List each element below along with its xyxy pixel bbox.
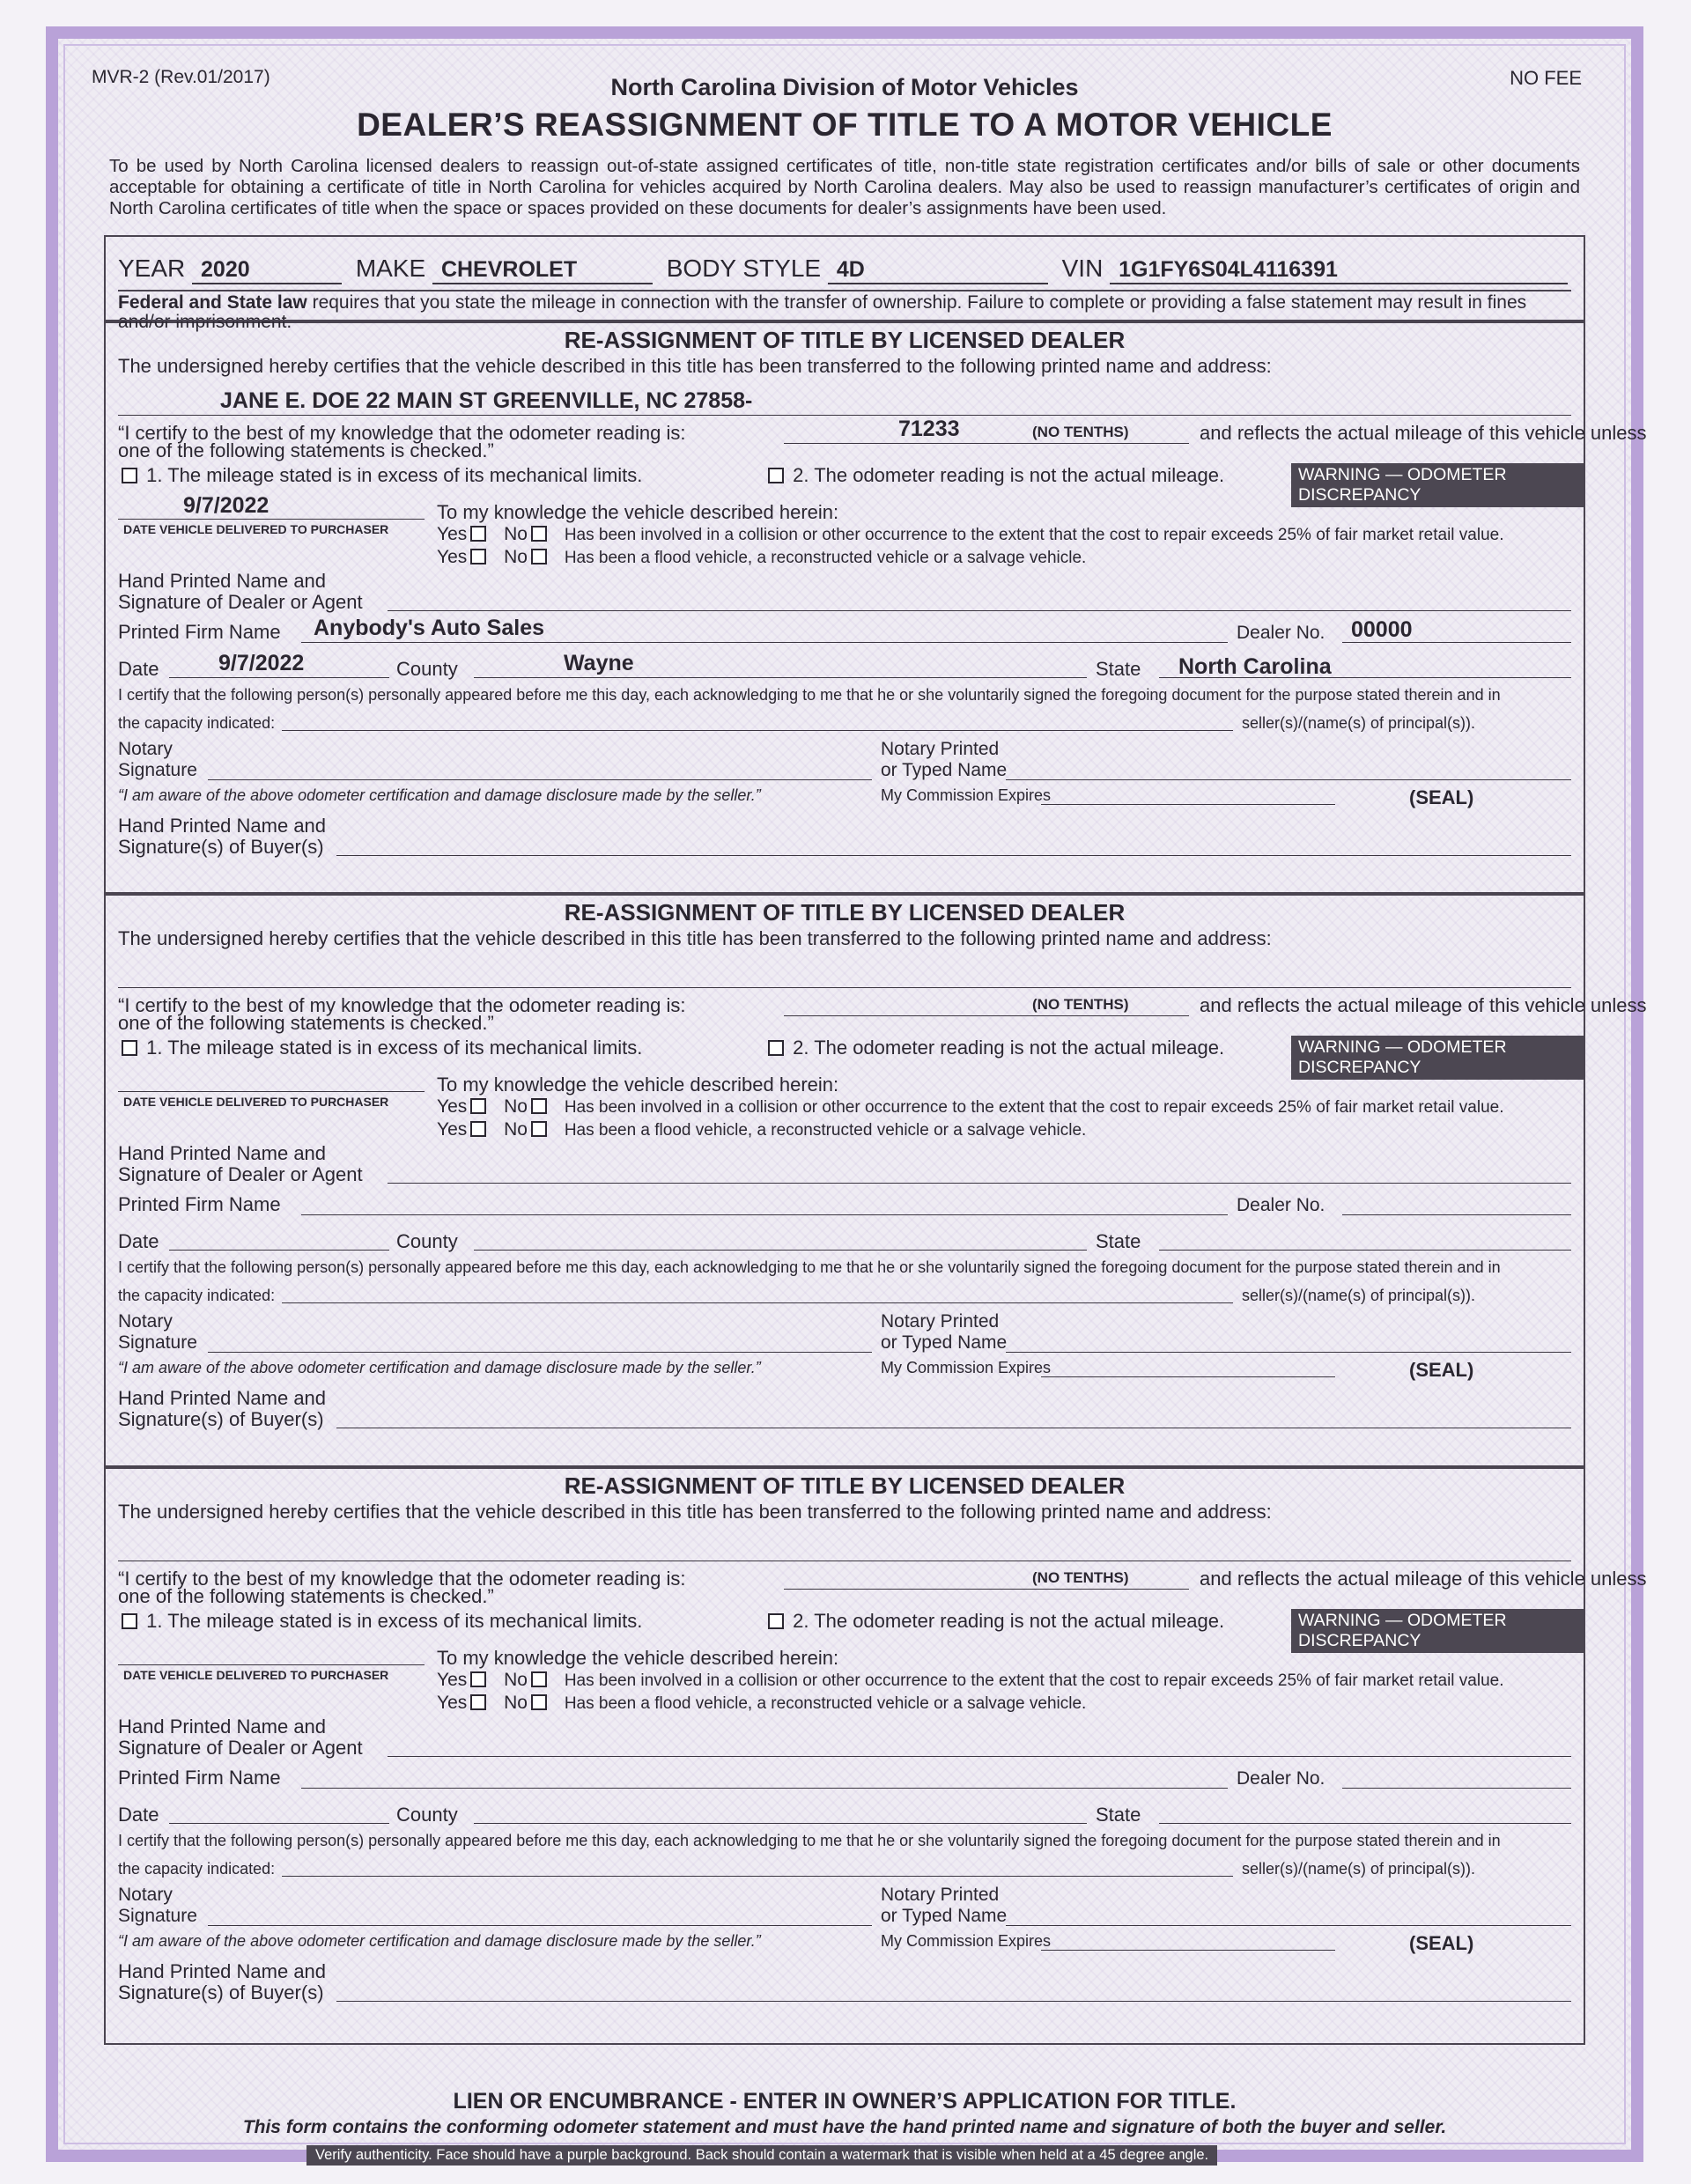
dealer-signature-label-1: Hand Printed Name and xyxy=(118,570,327,592)
vin-field[interactable]: 1G1FY6S04L4116391 xyxy=(1110,257,1568,284)
seal-label: (SEAL) xyxy=(1409,1359,1474,1381)
dealer-signature-label-1: Hand Printed Name and xyxy=(118,1715,327,1738)
collision-no-label: No xyxy=(504,524,528,544)
notary-typed-name-label: or Typed Name xyxy=(881,760,1008,780)
seal-label: (SEAL) xyxy=(1409,1932,1474,1954)
collision-row xyxy=(437,524,1504,545)
intro-text: To be used by North Carolina licensed dealers to reassign out-of-state assigned certificates of title, non-title state registration certificates and/or bills of sale or other documents acceptable for obtaining a certificate of title in North Carolina for vehicles acquired by North Carolina dealers. May also be used to reassign manufacturer’s certificates of origin and North Carolina certificates of title when the space or spaces provided on these documents for dealer’s assignments have been used. xyxy=(109,156,1580,218)
reassignment-section-2 xyxy=(104,892,1647,1469)
flood-yes-checkbox[interactable] xyxy=(470,1694,486,1710)
commission-expires-line[interactable] xyxy=(1041,783,1335,805)
statement-1 xyxy=(118,1037,642,1059)
dealer-no-line[interactable] xyxy=(1342,1761,1571,1789)
form-header xyxy=(92,63,1598,219)
one-of-following-text: one of the following statements is checked.” xyxy=(118,439,494,461)
dealer-signature-line[interactable] xyxy=(388,1731,1571,1757)
flood-text: Has been a flood vehicle, a reconstructed vehicle or a salvage vehicle. xyxy=(564,549,1087,567)
statement-1 xyxy=(118,464,642,487)
buyer-signature-label-2: Signature(s) of Buyer(s) xyxy=(118,1981,324,2003)
buyer-signature-label-2: Signature(s) of Buyer(s) xyxy=(118,836,324,858)
date-delivered-line[interactable] xyxy=(118,1640,425,1665)
sellers-label: seller(s)/(name(s) of principal(s)). xyxy=(1242,714,1476,732)
section-title: RE-ASSIGNMENT OF TITLE BY LICENSED DEALER xyxy=(564,327,1126,353)
conforming-notice: This form contains the conforming odometer statement and must have the hand printed name and signature of both the buyer and seller. xyxy=(242,2117,1447,2137)
statement-2 xyxy=(764,1037,1224,1059)
statement-1 xyxy=(118,1610,642,1633)
firm-name-label: Printed Firm Name xyxy=(118,1767,281,1789)
county-value: Wayne xyxy=(564,651,634,675)
capacity-label: the capacity indicated: xyxy=(118,1860,276,1878)
flood-yes-checkbox[interactable] xyxy=(470,1121,486,1137)
notary-signature-label: Signature xyxy=(118,1332,197,1353)
section-title: RE-ASSIGNMENT OF TITLE BY LICENSED DEALER xyxy=(564,899,1126,926)
buyer-aware-text: “I am aware of the above odometer certification and damage disclosure made by the seller.” xyxy=(118,786,761,804)
odometer-warning-badge: WARNING — ODOMETER DISCREPANCY xyxy=(1291,463,1584,507)
statement-2-text: 2. The odometer reading is not the actual mileage. xyxy=(793,464,1225,486)
flood-no-label: No xyxy=(504,547,528,567)
flood-no-checkbox[interactable] xyxy=(531,549,547,564)
notary-label: Notary xyxy=(118,1311,173,1332)
dealer-signature-line[interactable] xyxy=(388,586,1571,611)
to-my-knowledge-text: To my knowledge the vehicle described herein: xyxy=(437,1647,839,1669)
notary-certify-text: I certify that the following person(s) personally appeared before me this day, each acknowledging to me that he or she voluntarily signed the foregoing document for the purpose stated therein and in xyxy=(118,686,1501,704)
buyer-aware-text: “I am aware of the above odometer certification and damage disclosure made by the seller.” xyxy=(118,1359,761,1376)
statement-2-checkbox[interactable] xyxy=(768,1040,784,1056)
collision-no-label: No xyxy=(504,1670,528,1690)
seal-label: (SEAL) xyxy=(1409,786,1474,808)
date-delivered-label: DATE VEHICLE DELIVERED TO PURCHASER xyxy=(123,1668,389,1682)
capacity-line[interactable] xyxy=(282,709,1233,731)
reassignment-section-3 xyxy=(104,1465,1647,2045)
date-delivered-label: DATE VEHICLE DELIVERED TO PURCHASER xyxy=(123,522,389,536)
date-delivered-line[interactable] xyxy=(118,1066,425,1092)
vin-label: VIN xyxy=(1061,255,1104,282)
collision-no-checkbox[interactable] xyxy=(531,1671,547,1687)
commission-expires-label: My Commission Expires xyxy=(881,786,1052,804)
name-address-line[interactable] xyxy=(118,963,1571,988)
certify-odometer-text: “I certify to the best of my knowledge that the odometer reading is: xyxy=(118,422,686,444)
dealer-no-label: Dealer No. xyxy=(1237,1195,1325,1215)
capacity-label: the capacity indicated: xyxy=(118,1287,276,1304)
collision-yes-label: Yes xyxy=(437,1670,468,1690)
buyer-signature-label-1: Hand Printed Name and xyxy=(118,1387,327,1409)
no-fee-label: NO FEE xyxy=(1510,67,1582,89)
collision-row xyxy=(437,1670,1504,1691)
notary-certify-text: I certify that the following person(s) personally appeared before me this day, each acknowledging to me that he or she voluntarily signed the foregoing document for the purpose stated therein and in xyxy=(118,1832,1501,1849)
flood-no-label: No xyxy=(504,1693,528,1713)
flood-text: Has been a flood vehicle, a reconstructed vehicle or a salvage vehicle. xyxy=(564,1121,1087,1140)
body-style-field[interactable]: 4D xyxy=(828,257,1048,284)
statement-1-checkbox[interactable] xyxy=(122,1040,137,1056)
date-line[interactable] xyxy=(169,1223,389,1251)
flood-yes-label: Yes xyxy=(437,1693,468,1713)
form-frame xyxy=(46,26,1647,2163)
date-label: Date xyxy=(118,1230,159,1252)
commission-expires-label: My Commission Expires xyxy=(881,1359,1052,1376)
verify-authenticity-banner: Verify authenticity. Face should have a purple background. Back should contain a watermark that is visible when held at a 45 degree angle. xyxy=(306,2145,1217,2166)
dealer-no-line[interactable] xyxy=(1342,1188,1571,1215)
state-line[interactable] xyxy=(1159,1797,1571,1824)
name-address-line[interactable] xyxy=(118,1536,1571,1561)
state-label: State xyxy=(1096,658,1141,680)
county-label: County xyxy=(396,658,458,680)
notary-printed-label: Notary Printed xyxy=(881,739,1000,759)
flood-yes-checkbox[interactable] xyxy=(470,549,486,564)
collision-yes-checkbox[interactable] xyxy=(470,1671,486,1687)
notary-certify-text: I certify that the following person(s) personally appeared before me this day, each acknowledging to me that he or she voluntarily signed the foregoing document for the purpose stated therein and in xyxy=(118,1258,1501,1276)
county-label: County xyxy=(396,1804,458,1826)
flood-no-label: No xyxy=(504,1119,528,1140)
certify-odometer-text: “I certify to the best of my knowledge that the odometer reading is: xyxy=(118,1568,686,1590)
flood-row xyxy=(437,547,1086,568)
firm-name-value: Anybody's Auto Sales xyxy=(314,616,545,640)
firm-name-line[interactable] xyxy=(301,1761,1228,1789)
odometer-value: 71233 xyxy=(898,417,960,441)
reflects-text: and reflects the actual mileage of this vehicle unless xyxy=(1200,1568,1647,1590)
statement-2 xyxy=(764,1610,1224,1633)
statement-2-text: 2. The odometer reading is not the actual mileage. xyxy=(793,1610,1225,1632)
sellers-label: seller(s)/(name(s) of principal(s)). xyxy=(1242,1287,1476,1304)
date-label: Date xyxy=(118,658,159,680)
notary-typed-name-label: or Typed Name xyxy=(881,1906,1008,1926)
county-line[interactable] xyxy=(474,1797,1087,1824)
notary-label: Notary xyxy=(118,1885,173,1905)
state-label: State xyxy=(1096,1804,1141,1826)
collision-yes-label: Yes xyxy=(437,524,468,544)
notary-label: Notary xyxy=(118,739,173,759)
odometer-warning-badge: WARNING — ODOMETER DISCREPANCY xyxy=(1291,1609,1584,1653)
buyer-signature-line[interactable] xyxy=(336,1405,1571,1428)
commission-expires-label: My Commission Expires xyxy=(881,1932,1052,1950)
no-tenths-label: (NO TENTHS) xyxy=(1032,996,1129,1013)
reflects-text: and reflects the actual mileage of this vehicle unless xyxy=(1200,422,1647,444)
flood-text: Has been a flood vehicle, a reconstructed vehicle or a salvage vehicle. xyxy=(564,1694,1087,1713)
buyer-signature-line[interactable] xyxy=(336,1978,1571,2002)
collision-text: Has been involved in a collision or other occurrence to the extent that the cost to repair exceeds 25% of fair market retail value. xyxy=(564,1098,1504,1117)
vehicle-info-box xyxy=(104,235,1585,332)
statement-2-checkbox[interactable] xyxy=(768,1613,784,1629)
notary-printed-label: Notary Printed xyxy=(881,1885,1000,1905)
make-field[interactable]: CHEVROLET xyxy=(432,257,653,284)
statement-2-text: 2. The odometer reading is not the actual mileage. xyxy=(793,1037,1225,1059)
make-label: MAKE xyxy=(355,255,426,282)
reflects-text: and reflects the actual mileage of this vehicle unless xyxy=(1200,994,1647,1016)
form-number: MVR-2 (Rev.01/2017) xyxy=(92,67,270,87)
to-my-knowledge-text: To my knowledge the vehicle described herein: xyxy=(437,1074,839,1096)
notary-typed-name-line[interactable] xyxy=(1006,756,1571,780)
one-of-following-text: one of the following statements is checked.” xyxy=(118,1012,494,1034)
firm-name-line[interactable] xyxy=(301,1188,1228,1215)
to-my-knowledge-text: To my knowledge the vehicle described herein: xyxy=(437,501,839,523)
year-label: YEAR xyxy=(118,255,186,282)
collision-yes-label: Yes xyxy=(437,1096,468,1117)
date-value: 9/7/2022 xyxy=(218,651,305,675)
flood-no-checkbox[interactable] xyxy=(531,1694,547,1710)
form-title: DEALER’S REASSIGNMENT OF TITLE TO A MOTOR VEHICLE xyxy=(357,107,1333,143)
sellers-label: seller(s)/(name(s) of principal(s)). xyxy=(1242,1860,1476,1878)
notary-typed-name-label: or Typed Name xyxy=(881,1332,1008,1353)
notary-signature-line[interactable] xyxy=(208,1329,872,1353)
certify-odometer-text: “I certify to the best of my knowledge that the odometer reading is: xyxy=(118,994,686,1016)
collision-no-checkbox[interactable] xyxy=(531,526,547,542)
section-title: RE-ASSIGNMENT OF TITLE BY LICENSED DEALER xyxy=(564,1472,1126,1499)
odometer-warning-badge: WARNING — ODOMETER DISCREPANCY xyxy=(1291,1036,1584,1080)
dealer-signature-line[interactable] xyxy=(388,1158,1571,1184)
buyer-signature-label-1: Hand Printed Name and xyxy=(118,815,327,837)
date-line[interactable] xyxy=(169,1797,389,1824)
collision-text: Has been involved in a collision or other occurrence to the extent that the cost to repair exceeds 25% of fair market retail value. xyxy=(564,526,1504,544)
lien-notice: LIEN OR ENCUMBRANCE - ENTER IN OWNER’S APPLICATION FOR TITLE. xyxy=(453,2089,1237,2114)
notary-signature-label: Signature xyxy=(118,1906,197,1926)
federal-law-text: requires that you state the mileage in connection with the transfer of ownership. Failure to complete or providing a false statement may result in fines and/or imprisonment. xyxy=(118,292,1527,332)
agency-name: North Carolina Division of Motor Vehicles xyxy=(610,74,1079,100)
notary-signature-label: Signature xyxy=(118,760,197,780)
firm-name-label: Printed Firm Name xyxy=(118,621,281,643)
statement-1-checkbox[interactable] xyxy=(122,468,137,483)
collision-yes-checkbox[interactable] xyxy=(470,526,486,542)
firm-name-label: Printed Firm Name xyxy=(118,1193,281,1215)
county-label: County xyxy=(396,1230,458,1252)
dealer-no-label: Dealer No. xyxy=(1237,623,1325,643)
buyer-signature-label-2: Signature(s) of Buyer(s) xyxy=(118,1408,324,1430)
dealer-signature-label-2: Signature of Dealer or Agent xyxy=(118,591,363,613)
undersigned-text: The undersigned hereby certifies that the vehicle described in this title has been transferred to the following printed name and address: xyxy=(118,927,1272,949)
no-tenths-label: (NO TENTHS) xyxy=(1032,424,1129,440)
year-field[interactable]: 2020 xyxy=(192,257,342,284)
body-style-label: BODY STYLE xyxy=(666,255,822,282)
notary-typed-name-line[interactable] xyxy=(1006,1902,1571,1926)
dealer-no-value: 00000 xyxy=(1351,617,1413,642)
federal-law-bold: Federal and State law xyxy=(118,292,307,313)
collision-no-checkbox[interactable] xyxy=(531,1098,547,1114)
statement-2-checkbox[interactable] xyxy=(768,468,784,483)
statement-1-checkbox[interactable] xyxy=(122,1613,137,1629)
dealer-signature-label-1: Hand Printed Name and xyxy=(118,1142,327,1164)
collision-row xyxy=(437,1096,1504,1118)
state-line[interactable] xyxy=(1159,1223,1571,1251)
notary-typed-name-line[interactable] xyxy=(1006,1329,1571,1353)
buyer-signature-label-1: Hand Printed Name and xyxy=(118,1960,327,1982)
buyer-aware-text: “I am aware of the above odometer certification and damage disclosure made by the seller.” xyxy=(118,1932,761,1950)
collision-text: Has been involved in a collision or other occurrence to the extent that the cost to repair exceeds 25% of fair market retail value. xyxy=(564,1671,1504,1690)
vehicle-row xyxy=(118,255,1568,284)
flood-no-checkbox[interactable] xyxy=(531,1121,547,1137)
buyer-signature-line[interactable] xyxy=(336,832,1571,856)
county-line[interactable] xyxy=(474,1223,1087,1251)
commission-expires-line[interactable] xyxy=(1041,1355,1335,1377)
dealer-signature-label-2: Signature of Dealer or Agent xyxy=(118,1163,363,1185)
statement-1-text: 1. The mileage stated is in excess of its mechanical limits. xyxy=(146,1037,643,1059)
commission-expires-line[interactable] xyxy=(1041,1929,1335,1951)
capacity-line[interactable] xyxy=(282,1281,1233,1303)
date-delivered-value: 9/7/2022 xyxy=(183,493,270,518)
flood-yes-label: Yes xyxy=(437,1119,468,1140)
notary-printed-label: Notary Printed xyxy=(881,1311,1000,1332)
undersigned-text: The undersigned hereby certifies that the vehicle described in this title has been transferred to the following printed name and address: xyxy=(118,355,1272,377)
notary-signature-line[interactable] xyxy=(208,756,872,780)
state-label: State xyxy=(1096,1230,1141,1252)
statement-2 xyxy=(764,464,1224,487)
flood-yes-label: Yes xyxy=(437,547,468,567)
collision-yes-checkbox[interactable] xyxy=(470,1098,486,1114)
date-delivered-label: DATE VEHICLE DELIVERED TO PURCHASER xyxy=(123,1095,389,1109)
reassignment-section-1 xyxy=(104,320,1647,896)
date-label: Date xyxy=(118,1804,159,1826)
flood-row xyxy=(437,1693,1086,1714)
undersigned-text: The undersigned hereby certifies that the vehicle described in this title has been transferred to the following printed name and address: xyxy=(118,1501,1272,1523)
dealer-signature-label-2: Signature of Dealer or Agent xyxy=(118,1737,363,1759)
state-value: North Carolina xyxy=(1178,654,1332,679)
dealer-no-label: Dealer No. xyxy=(1237,1768,1325,1789)
capacity-line[interactable] xyxy=(282,1855,1233,1877)
one-of-following-text: one of the following statements is checked.” xyxy=(118,1585,494,1607)
collision-no-label: No xyxy=(504,1096,528,1117)
flood-row xyxy=(437,1119,1086,1140)
no-tenths-label: (NO TENTHS) xyxy=(1032,1569,1129,1586)
capacity-label: the capacity indicated: xyxy=(118,714,276,732)
notary-signature-line[interactable] xyxy=(208,1902,872,1926)
statement-1-text: 1. The mileage stated is in excess of its mechanical limits. xyxy=(146,1610,643,1632)
date-delivered-line[interactable] xyxy=(118,494,425,520)
statement-1-text: 1. The mileage stated is in excess of its mechanical limits. xyxy=(146,464,643,486)
name-address-value: JANE E. DOE 22 MAIN ST GREENVILLE, NC 27858- xyxy=(220,388,753,413)
